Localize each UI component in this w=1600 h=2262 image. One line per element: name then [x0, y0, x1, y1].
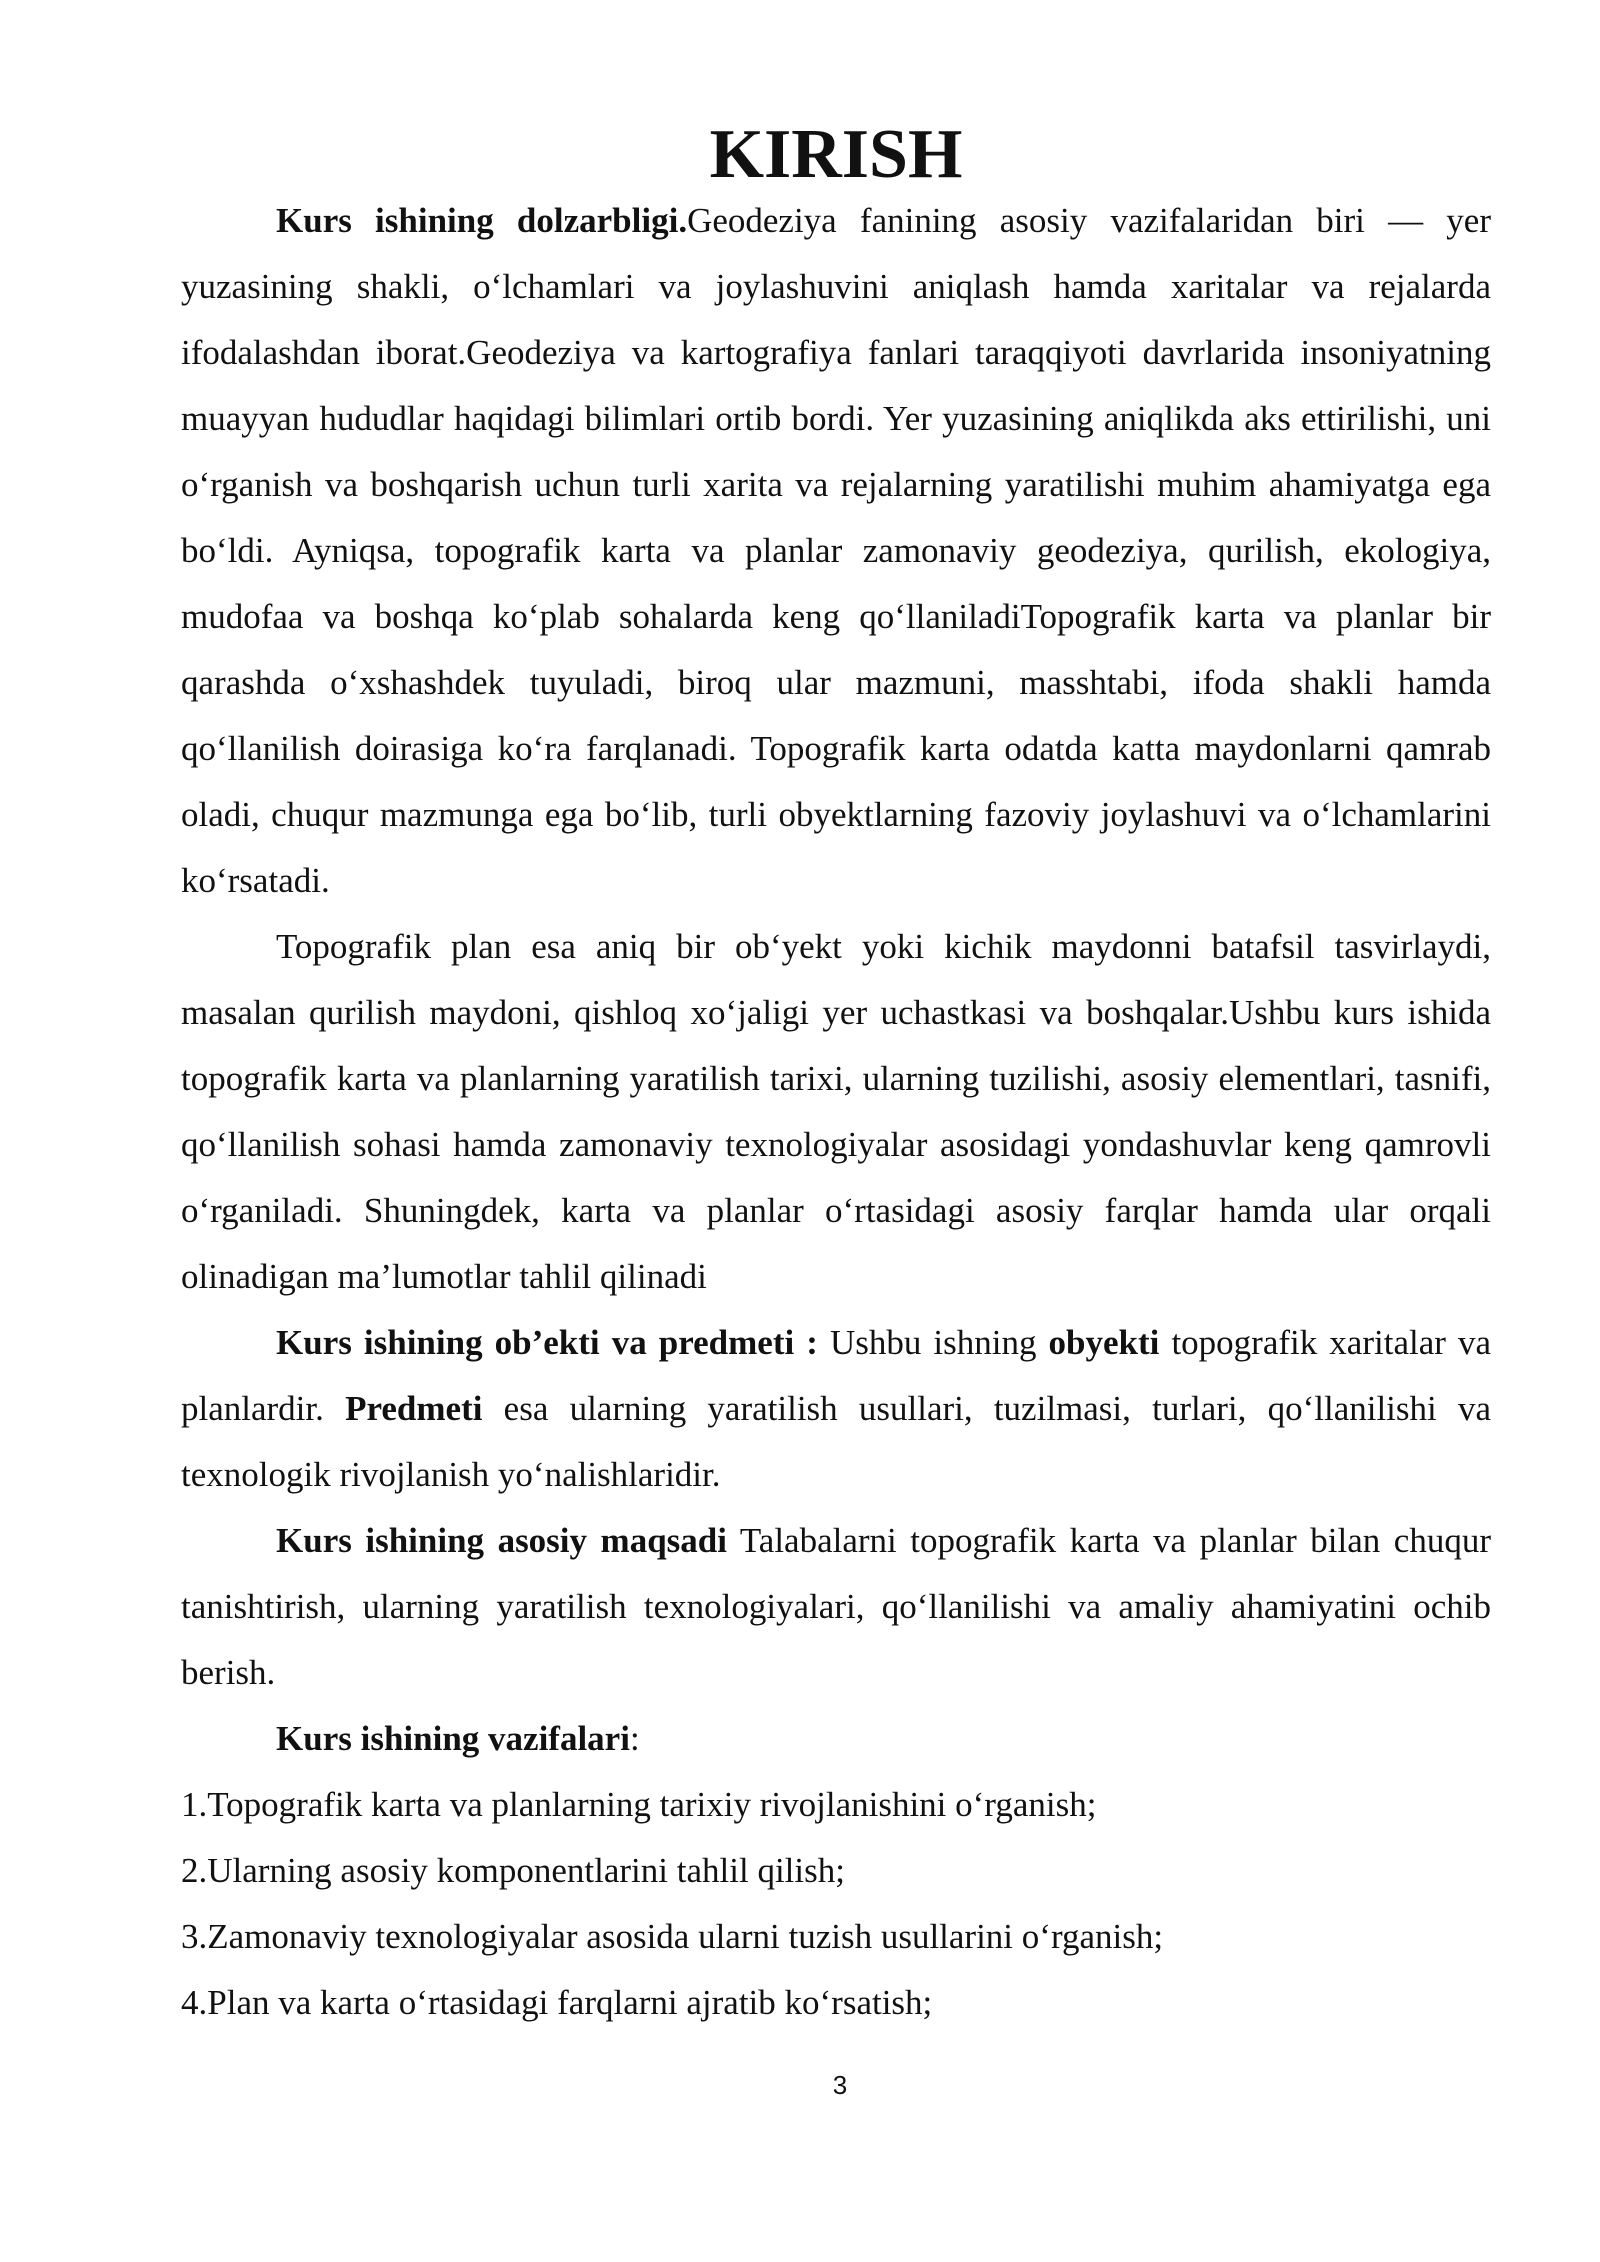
list-item: 3.Zamonaviy texnologiyalar asosida ularni tuzish usullarini o‘rganish;: [181, 1917, 1164, 1956]
tasks-list: [181, 1772, 1491, 2036]
paragraph-text: Ushbu ishning: [817, 1323, 1049, 1362]
paragraph-relevance: [181, 188, 1491, 914]
paragraph-heading: Kurs ishining dolzarbligi.: [276, 201, 688, 240]
page-title: KIRISH: [709, 116, 963, 193]
list-item: 2.Ularning asosiy komponentlarini tahlil qilish;: [181, 1851, 845, 1890]
page-number: 3: [832, 2070, 848, 2100]
paragraph-tasks-heading: [181, 1706, 1491, 1772]
bold-term-object: obyekti: [1048, 1323, 1160, 1362]
heading-colon: :: [629, 1719, 640, 1758]
paragraph-text: Talabalarni topografik karta va planlar bilan chuqur tanishtirish, ularning yaratilish texnologiyalari, qo‘llanilishi va amaliy ahamiyatini ochib berish.: [181, 1521, 1491, 1692]
paragraph-text: topografik xaritalar va planlardir.: [181, 1323, 1491, 1428]
list-item: 4.Plan va karta o‘rtasidagi farqlarni ajratib ko‘rsatish;: [181, 1983, 933, 2022]
paragraph-topographic-plan: [181, 914, 1491, 1310]
list-item: 1.Topografik karta va planlarning tarixiy rivojlanishini o‘rganish;: [181, 1785, 1097, 1824]
paragraph-text: Topografik plan esa aniq bir ob‘yekt yoki kichik maydonni batafsil tasvirlaydi, masalan qurilish maydoni, qishloq xo‘jaligi yer uchastkasi va boshqalar.Ushbu kurs ishida topografik karta va planlarning yaratilish tarixi, ularning tuzilishi, asosiy elementlari, tasnifi, qo‘llanilish sohasi hamda zamonaviy texnologiyalar asosidagi yondashuvlar keng qamrovli o‘rganiladi. Shuningdek, karta va planlar o‘rtasidagi asosiy farqlar hamda ular orqali olinadigan ma’lumotlar tahlil qilinadi: [181, 927, 1491, 1296]
paragraph-main-goal: [181, 1508, 1491, 1706]
paragraph-object-subject: [181, 1310, 1491, 1508]
paragraph-heading: Kurs ishining ob’ekti va predmeti :: [276, 1323, 818, 1362]
paragraph-heading: Kurs ishining asosiy maqsadi: [276, 1521, 727, 1560]
page-content: [181, 116, 1491, 2036]
bold-term-subject: Predmeti: [345, 1389, 483, 1428]
paragraph-heading: Kurs ishining vazifalari: [276, 1719, 630, 1758]
paragraph-text: esa ularning yaratilish usullari, tuzilmasi, turlari, qo‘llanilishi va texnologik rivojlanish yo‘nalishlaridir.: [181, 1389, 1491, 1494]
paragraph-text: Geodeziya fanining asosiy vazifalaridan biri — yer yuzasining shakli, o‘lchamlari va joylashuvini aniqlash hamda xaritalar va rejalarda ifodalashdan iborat.Geodeziya va kartografiya fanlari taraqqiyoti davrlarida insoniyatning muayyan hududlar haqidagi bilimlari ortib bordi. Yer yuzasining aniqlikda aks ettirilishi, uni o‘rganish va boshqarish uchun turli xarita va rejalarning yaratilishi muhim ahamiyatga ega bo‘ldi. Ayniqsa, topografik karta va planlar zamonaviy geodeziya, qurilish, ekologiya, mudofaa va boshqa ko‘plab sohalarda keng qo‘llaniladiTopografik karta va planlar bir qarashda o‘xshashdek tuyuladi, biroq ular mazmuni, masshtabi, ifoda shakli hamda qo‘llanilish doirasiga ko‘ra farqlanadi. Topografik karta odatda katta maydonlarni qamrab oladi, chuqur mazmunga ega bo‘lib, turli obyektlarning fazoviy joylashuvi va o‘lchamlarini ko‘rsatadi.: [181, 201, 1491, 900]
